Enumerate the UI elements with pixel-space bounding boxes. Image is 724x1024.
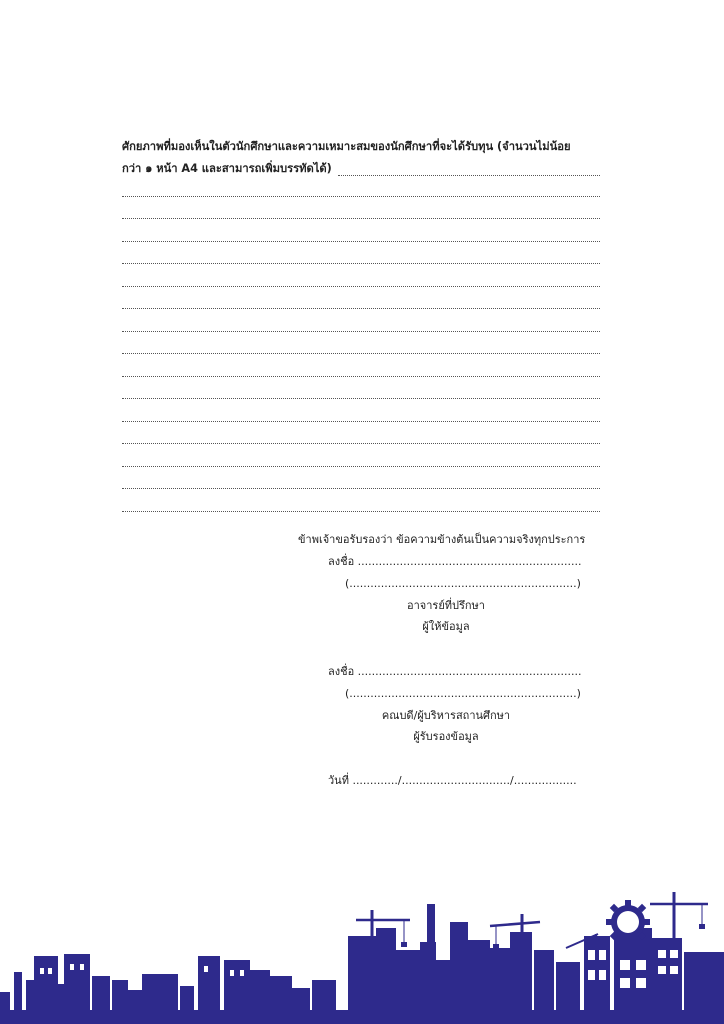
writing-line[interactable] bbox=[122, 264, 600, 287]
dean-role: คณบดี/ผู้บริหารสถานศึกษา bbox=[381, 709, 511, 722]
writing-line[interactable] bbox=[122, 287, 600, 310]
writing-line[interactable] bbox=[122, 219, 600, 242]
writing-line[interactable] bbox=[122, 332, 600, 355]
advisor-sign-line[interactable]: ลงชื่อ ................................................................ bbox=[328, 555, 582, 568]
writing-line[interactable] bbox=[122, 242, 600, 265]
dean-sign-line[interactable]: ลงชื่อ ................................................................ bbox=[328, 665, 582, 678]
writing-line[interactable] bbox=[122, 377, 600, 400]
writing-line[interactable] bbox=[122, 197, 600, 220]
city-skyline-graphic bbox=[0, 880, 724, 1024]
advisor-name-line[interactable]: (.................................................................) bbox=[345, 577, 581, 590]
writing-line[interactable] bbox=[122, 399, 600, 422]
advisor-caption: ผู้ให้ข้อมูล bbox=[422, 620, 470, 633]
writing-line[interactable] bbox=[122, 354, 600, 377]
dean-name-line[interactable]: (.................................................................) bbox=[345, 687, 581, 700]
heading-line-2: กว่า ๑ หน้า A4 และสามารถเพิ่มบรรทัดได้) bbox=[122, 162, 332, 175]
date-line[interactable]: วันที่ ............./.............................../.................. bbox=[328, 774, 577, 787]
writing-line[interactable] bbox=[122, 309, 600, 332]
advisor-role: อาจารย์ที่ปรึกษา bbox=[407, 599, 485, 612]
writing-line[interactable] bbox=[122, 444, 600, 467]
writing-lines bbox=[122, 174, 600, 512]
writing-line[interactable] bbox=[122, 467, 600, 490]
writing-line[interactable] bbox=[122, 489, 600, 512]
writing-line[interactable] bbox=[122, 174, 600, 197]
heading-line-1: ศักยภาพที่มองเห็นในตัวนักศึกษาและความเหมาะสมของนักศึกษาที่จะได้รับทุน (จำนวนไม่น้อย bbox=[122, 140, 571, 153]
gear-icon bbox=[606, 900, 650, 944]
dean-caption: ผู้รับรองข้อมูล bbox=[413, 730, 479, 743]
certify-statement: ข้าพเจ้าขอรับรองว่า ข้อความข้างต้นเป็นความจริงทุกประการ bbox=[298, 533, 586, 546]
writing-line[interactable] bbox=[122, 422, 600, 445]
